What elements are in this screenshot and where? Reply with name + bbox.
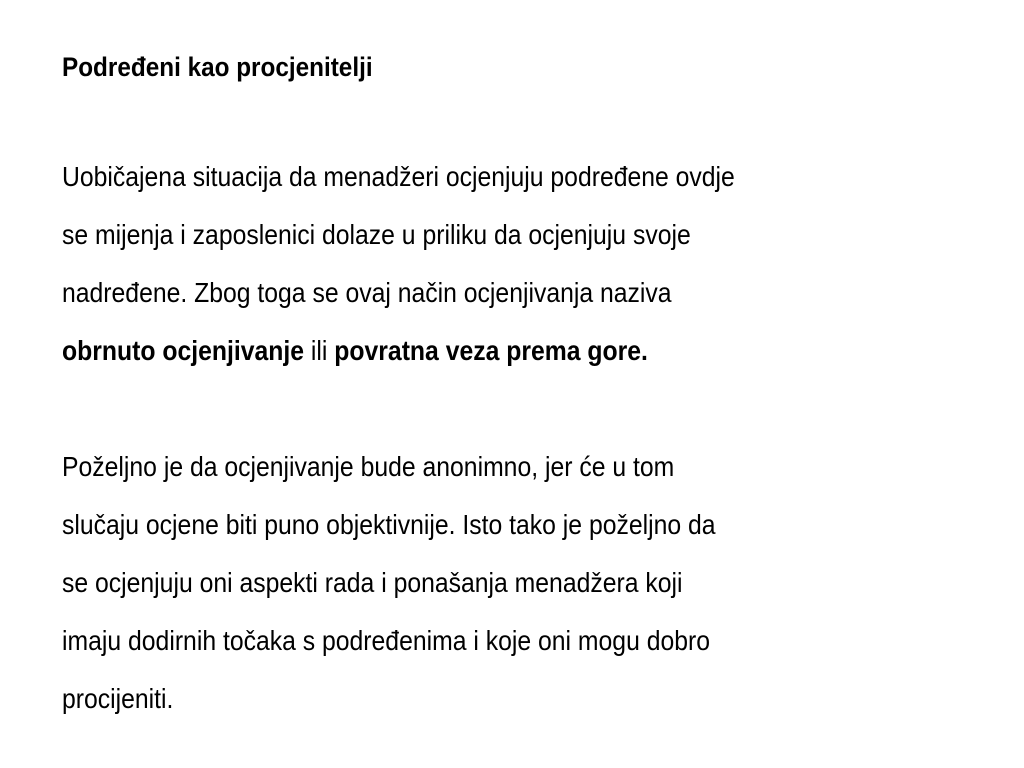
connector-text: ili — [304, 335, 335, 366]
paragraph-anonymity — [62, 438, 962, 728]
spacer — [62, 90, 984, 148]
paragraph1-line1: Uobičajena situacija da menadžeri ocjenjuju podređene ovdje — [62, 161, 735, 192]
paragraph2-line5: procijeniti. — [62, 683, 174, 714]
term-reverse-evaluation: obrnuto ocjenjivanje — [62, 335, 305, 366]
paragraph-reverse-evaluation — [62, 148, 962, 380]
paragraph2-line2: slučaju ocjene biti puno objektivnije. Isto tako je poželjno da — [62, 509, 716, 540]
slide-title: Podređeni kao procjenitelji — [62, 52, 373, 82]
paragraph1-line3: nadređene. Zbog toga se ovaj način ocjenjivanja naziva — [62, 277, 672, 308]
term-upward-feedback: povratna veza prema gore. — [334, 335, 648, 366]
paragraph-gap — [62, 380, 984, 438]
paragraph2-line3: se ocjenjuju oni aspekti rada i ponašanja menadžera koji — [62, 567, 683, 598]
paragraph1-line4 — [62, 322, 962, 380]
paragraph2-line4: imaju dodirnih točaka s podređenima i koje oni mogu dobro — [62, 625, 711, 656]
paragraph2-line1: Poželjno je da ocjenjivanje bude anonimno, jer će u tom — [62, 451, 675, 482]
paragraph1-line2: se mijenja i zaposlenici dolaze u priliku da ocjenjuju svoje — [62, 219, 691, 250]
